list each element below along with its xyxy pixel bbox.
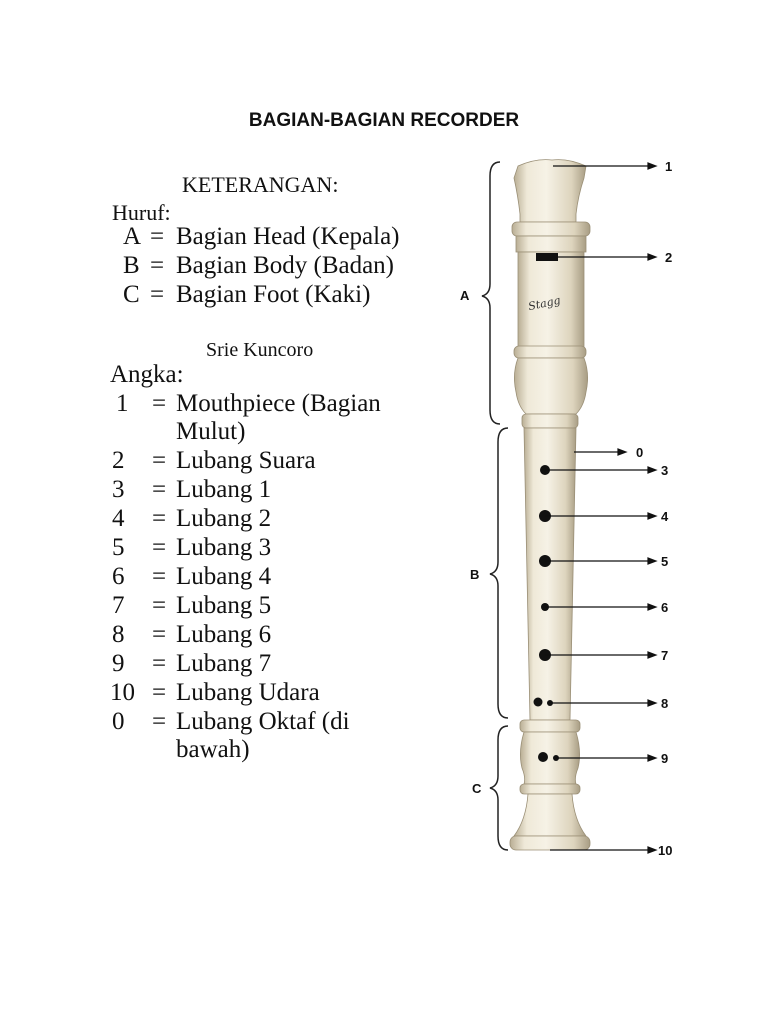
number-eq-1: = xyxy=(152,390,167,417)
letter-key-b: B xyxy=(123,252,140,279)
letter-eq-c: = xyxy=(150,281,165,308)
callout-10: 10 xyxy=(658,843,673,858)
number-text-0: Lubang Oktaf (di xyxy=(176,708,350,735)
letter-text-c: Bagian Foot (Kaki) xyxy=(176,281,371,308)
letter-eq-b: = xyxy=(150,252,165,279)
recorder-body xyxy=(522,414,578,720)
number-text-9: Lubang 7 xyxy=(176,650,272,677)
brace-b xyxy=(490,428,508,718)
legend-author: Srie Kuncoro xyxy=(206,339,314,361)
number-text-2: Lubang Suara xyxy=(176,447,316,474)
number-key-2: 2 xyxy=(112,447,125,474)
number-key-4: 4 xyxy=(112,505,125,532)
legend-keterangan: KETERANGAN: xyxy=(182,172,339,197)
section-label-c: C xyxy=(472,781,482,796)
number-eq-9: = xyxy=(152,650,167,677)
brace-c xyxy=(490,726,508,850)
callout-2: 2 xyxy=(665,250,673,265)
callout-3: 3 xyxy=(661,463,669,478)
number-eq-5: = xyxy=(152,534,167,561)
hole-6a xyxy=(534,698,543,707)
number-eq-10: = xyxy=(152,679,167,706)
callout-6: 6 xyxy=(661,600,669,615)
section-label-a: A xyxy=(460,288,470,303)
letter-text-b: Bagian Body (Badan) xyxy=(176,252,395,279)
callout-4: 4 xyxy=(661,509,669,524)
callout-7: 7 xyxy=(661,648,669,663)
brand-mark: Stagg xyxy=(527,293,562,314)
number-text-7: Lubang 5 xyxy=(176,592,272,619)
brace-a xyxy=(482,162,500,424)
labium-window xyxy=(536,253,558,261)
number-key-3: 3 xyxy=(112,476,125,503)
number-text-8: Lubang 6 xyxy=(176,621,272,648)
page-title: BAGIAN-BAGIAN RECORDER xyxy=(248,110,520,131)
callout-8: 8 xyxy=(661,696,669,711)
number-text-10: Lubang Udara xyxy=(176,679,320,706)
legend-angka: Angka: xyxy=(110,361,184,388)
letter-key-c: C xyxy=(123,281,140,308)
callout-0: 0 xyxy=(636,445,644,460)
callout-1: 1 xyxy=(665,159,673,174)
number-eq-0: = xyxy=(152,708,167,735)
letter-key-a: A xyxy=(123,223,142,250)
number-key-6: 6 xyxy=(112,563,125,590)
number-text-1-cont: Mulut) xyxy=(176,418,246,445)
number-eq-8: = xyxy=(152,621,167,648)
number-key-8: 8 xyxy=(112,621,125,648)
number-key-7: 7 xyxy=(112,592,125,619)
section-label-b: B xyxy=(470,567,480,582)
recorder-foot xyxy=(510,720,590,850)
letter-eq-a: = xyxy=(150,223,165,250)
letter-text-a: Bagian Head (Kepala) xyxy=(176,223,400,250)
hole-7a xyxy=(538,752,548,762)
legend-huruf: Huruf: xyxy=(112,200,171,225)
number-eq-4: = xyxy=(152,505,167,532)
recorder-head xyxy=(512,160,590,414)
number-key-9: 9 xyxy=(112,650,125,677)
number-text-0-cont: bawah) xyxy=(176,736,250,763)
number-text-5: Lubang 3 xyxy=(176,534,272,561)
number-eq-7: = xyxy=(152,592,167,619)
number-key-5: 5 xyxy=(112,534,125,561)
number-eq-2: = xyxy=(152,447,167,474)
number-key-10: 10 xyxy=(110,679,135,706)
callout-9: 9 xyxy=(661,751,669,766)
number-text-1: Mouthpiece (Bagian xyxy=(176,390,381,417)
number-text-3: Lubang 1 xyxy=(176,476,272,503)
number-text-6: Lubang 4 xyxy=(176,563,272,590)
number-eq-6: = xyxy=(152,563,167,590)
number-text-4: Lubang 2 xyxy=(176,505,272,532)
number-eq-3: = xyxy=(152,476,167,503)
callout-5: 5 xyxy=(661,554,669,569)
number-key-1: 1 xyxy=(116,390,129,417)
number-key-0: 0 xyxy=(112,708,125,735)
